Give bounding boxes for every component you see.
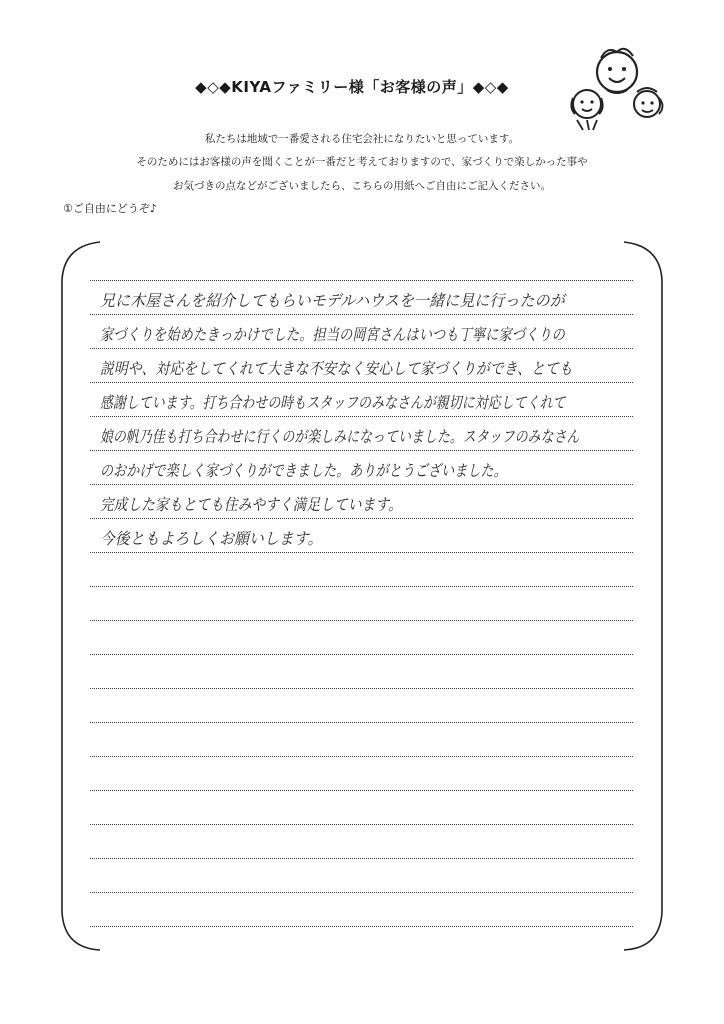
ruled-line (90, 280, 633, 281)
ruled-line (90, 450, 633, 451)
intro-line: お気づきの点などがございましたら、こちらの用紙へご自由にご記入ください。 (173, 180, 551, 192)
handwritten-line: のおかげで楽しく家づくりができました。ありがとうございました。 (100, 461, 507, 480)
ruled-line (90, 756, 633, 757)
ruled-line (90, 314, 633, 315)
intro-line: 私たちは地域で一番愛される住宅会社になりたいと思っています。 (204, 133, 520, 145)
ruled-line (90, 382, 633, 383)
handwritten-line: 感謝しています。打ち合わせの時もスタッフのみなさんが親切に対応してくれて (100, 393, 566, 412)
ruled-line (90, 620, 633, 621)
ruled-line (90, 484, 633, 485)
handwritten-line: 家づくりを始めたきっかけでした。担当の岡宮さんはいつも丁寧に家づくりの (100, 325, 565, 344)
handwritten-line: 娘の帆乃佳も打ち合わせに行くのが楽しみになっていました。スタッフのみなさん (100, 427, 580, 446)
ruled-line (90, 790, 633, 791)
ruled-line (90, 416, 633, 417)
ruled-line (90, 348, 633, 349)
free-comment-prompt: ①ご自由にどうぞ♪ (63, 202, 157, 215)
ruled-line (90, 722, 633, 723)
ruled-line (90, 858, 633, 859)
ruled-line (90, 552, 633, 553)
ruled-line (90, 654, 633, 655)
handwritten-line: 今後ともよろしくお願いします。 (100, 529, 323, 548)
ruled-line (90, 586, 633, 587)
page-title-text: ◆◇◆KIYAファミリー様「お客様の声」◆◇◆ (195, 78, 509, 96)
handwritten-line: 兄に木屋さんを紹介してもらいモデルハウスを一緒に見に行ったのが (100, 291, 565, 310)
comment-form (60, 240, 664, 952)
ruled-line (90, 518, 633, 519)
intro-line: そのためにはお客様の声を聞くことが一番だと考えておりますので、家づくりで楽しかった事や (136, 156, 588, 168)
ruled-line (90, 688, 633, 689)
handwritten-line: 説明や、対応をしてくれて大きな不安なく安心して家づくりができ、とても (100, 359, 573, 378)
ruled-line (90, 892, 633, 893)
ruled-line (90, 926, 633, 927)
form-frame-border (60, 240, 664, 952)
family-mascot-icon (567, 42, 667, 134)
ruled-line (90, 824, 633, 825)
handwritten-line: 完成した家もとても住みやすく満足しています。 (100, 495, 402, 514)
